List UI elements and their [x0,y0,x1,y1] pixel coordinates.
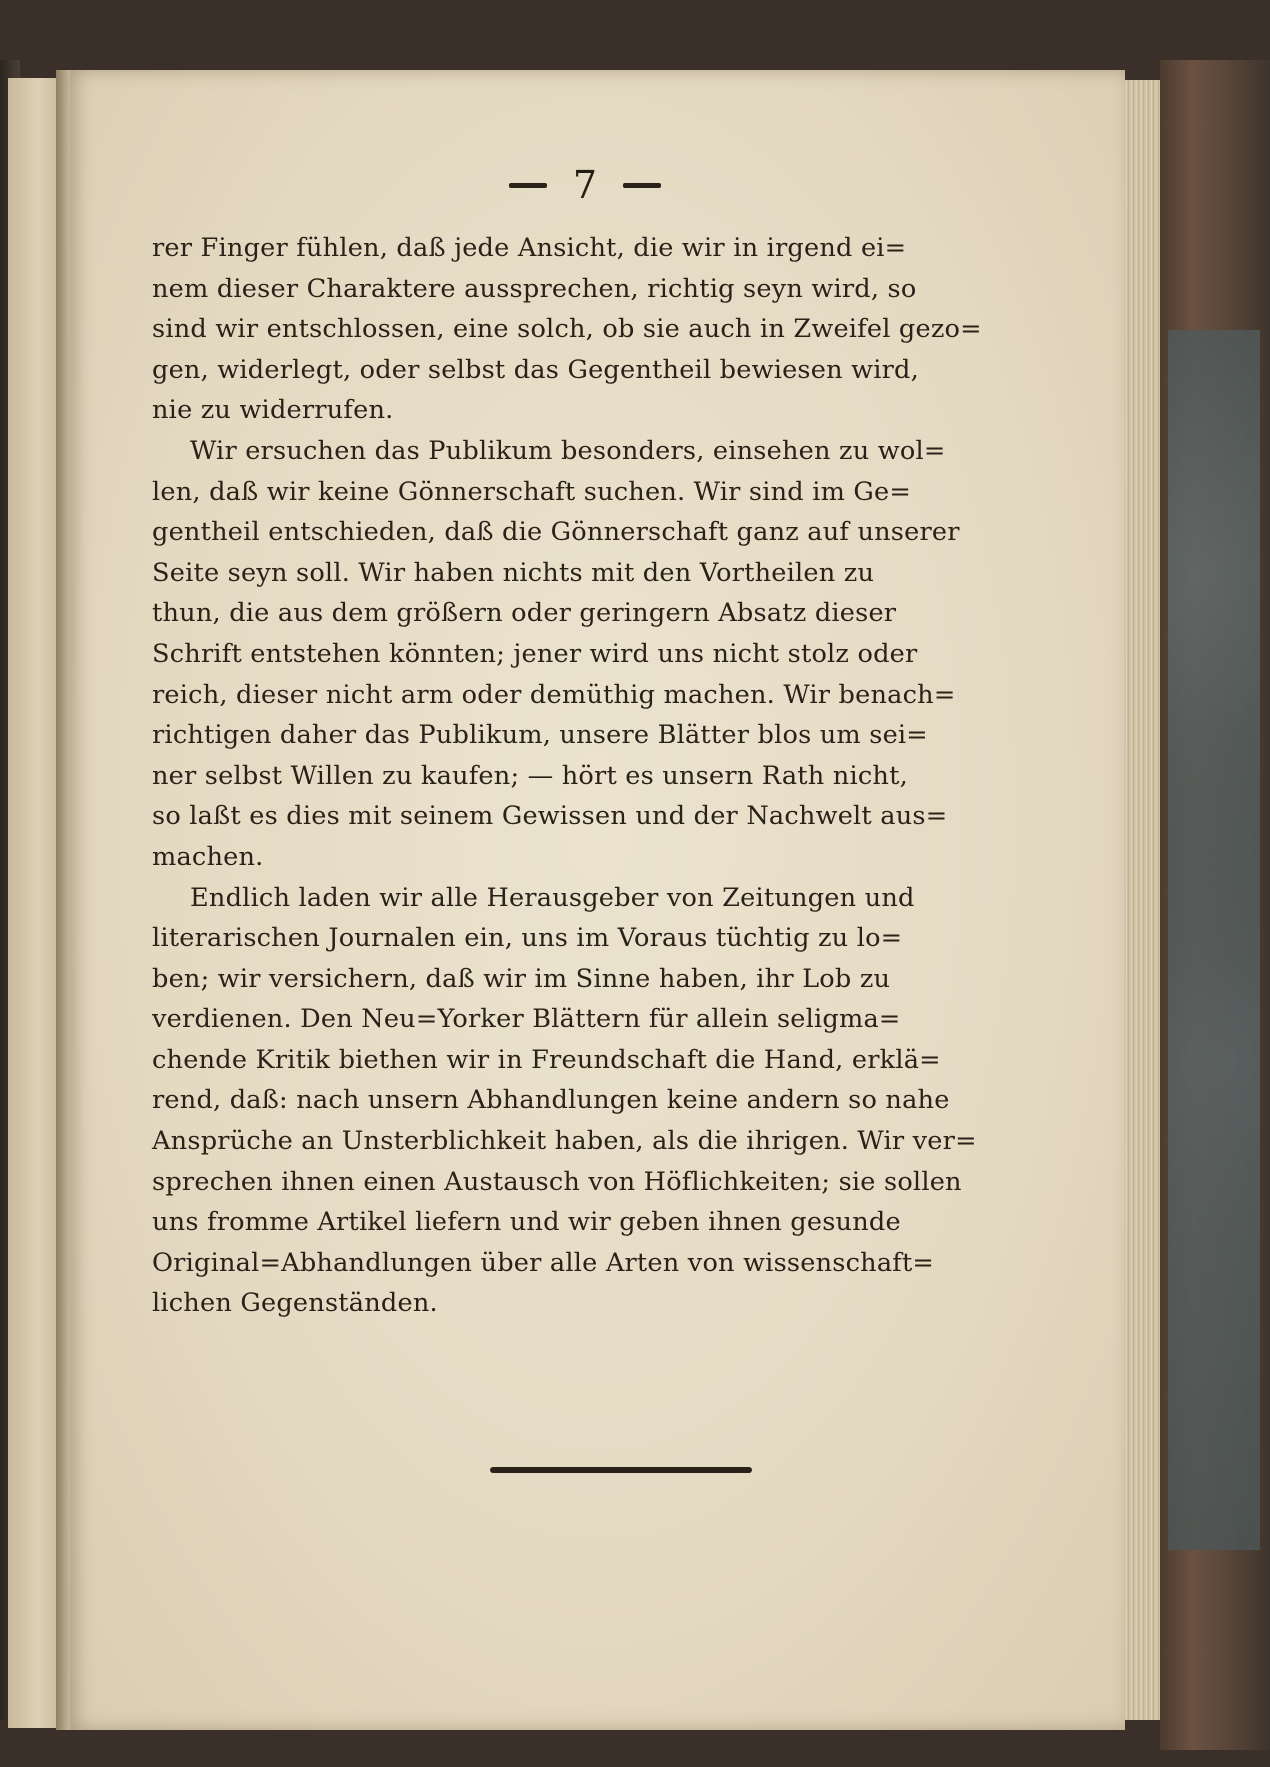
text-line: gen, widerlegt, oder selbst das Gegentheil bewiesen wird, [152,354,919,385]
text-line: ben; wir versichern, daß wir im Sinne haben, ihr Lob zu [152,963,891,994]
text-line: Schrift entstehen könnten; jener wird uns nicht stolz oder [152,638,918,669]
text-line: thun, die aus dem größern oder geringern Absatz dieser [152,598,897,629]
text-line: len, daß wir keine Gönnerschaft suchen. Wir sind im Ge= [152,476,912,507]
text-line: reich, dieser nicht arm oder demüthig machen. Wir benach= [152,679,956,710]
section-end-rule [490,1467,752,1473]
text-line: literarischen Journalen ein, uns im Voraus tüchtig zu lo= [152,923,903,954]
text-line: rend, daß: nach unsern Abhandlungen keine andern so nahe [152,1085,950,1116]
text-line: Seite seyn soll. Wir haben nichts mit den Vortheilen zu [152,557,875,588]
text-line: Original=Abhandlungen über alle Arten von wissenschaft= [152,1247,935,1278]
text-line: uns fromme Artikel liefern und wir geben ihnen gesunde [152,1207,901,1238]
text-line: verdienen. Den Neu=Yorker Blättern für allein seligma= [152,1004,901,1035]
text-line: Endlich laden wir alle Herausgeber von Zeitungen und [190,882,915,913]
text-line: so laßt es dies mit seinem Gewissen und der Nachwelt aus= [152,801,948,832]
text-line: Wir ersuchen das Publikum besonders, einsehen zu wol= [190,435,946,466]
text-line: Ansprüche an Unsterblichkeit haben, als die ihrigen. Wir ver= [152,1126,977,1157]
page-number: 7 [572,163,598,207]
text-line: sind wir entschlossen, eine solch, ob sie auch in Zweifel gezo= [152,314,982,345]
text-line: machen. [152,841,264,872]
header-dash-right [623,183,661,188]
header-dash-left [509,183,547,188]
marbled-cover-texture [1168,330,1260,1550]
text-line: nem dieser Charaktere aussprechen, richtig seyn wird, so [152,273,917,304]
page-header [480,160,690,210]
text-line: ner selbst Willen zu kaufen; — hört es unsern Rath nicht, [152,760,908,791]
text-line: richtigen daher das Publikum, unsere Blätter blos um sei= [152,720,928,751]
page-body-text [152,228,1032,1324]
previous-page-strip [8,78,59,1728]
page-edges-stack [1125,80,1165,1720]
text-line: chende Kritik biethen wir in Freundschaft die Hand, erklä= [152,1044,941,1075]
text-line: nie zu widerrufen. [152,395,394,426]
text-line: rer Finger fühlen, daß jede Ansicht, die wir in irgend ei= [152,233,907,263]
text-line: lichen Gegenständen. [152,1288,438,1319]
text-line: sprechen ihnen einen Austausch von Höflichkeiten; sie sollen [152,1166,962,1197]
text-line: gentheil entschieden, daß die Gönnerschaft ganz auf unserer [152,517,960,548]
